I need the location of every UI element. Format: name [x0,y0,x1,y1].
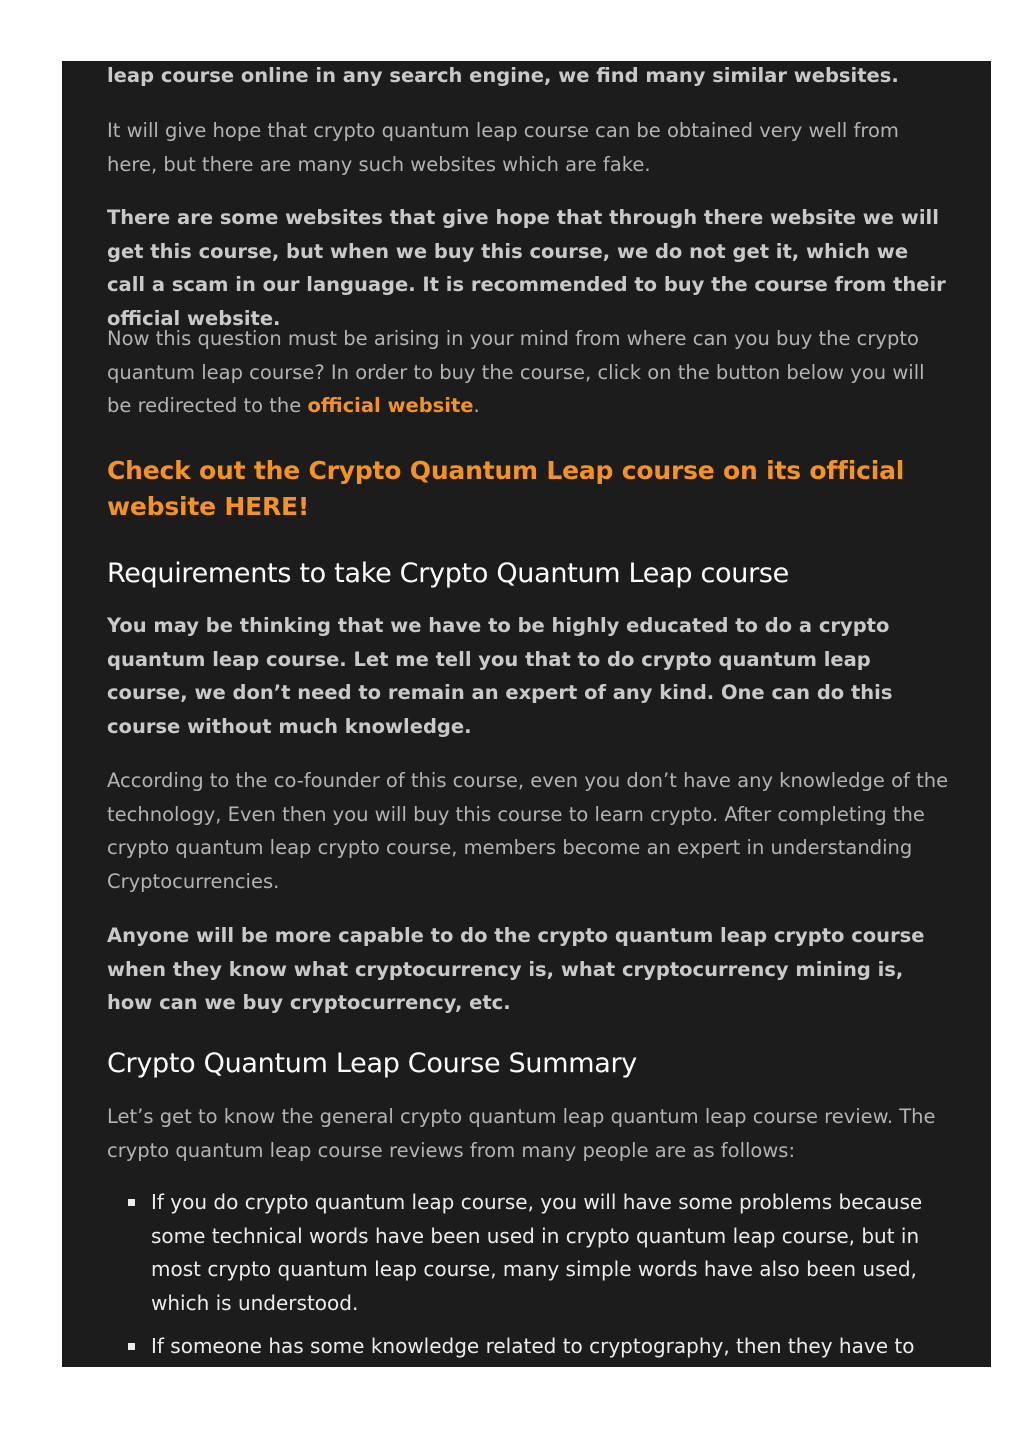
summary-heading: Crypto Quantum Leap Course Summary [107,1048,637,1079]
square-bullet-icon [128,1199,135,1206]
list-item [107,1330,949,1364]
article-page [62,61,991,1367]
requirements-paragraph-2: According to the co-founder of this course, even you don’t have any knowledge of the technology, Even then you will buy this course to learn crypto. After completing the crypto quantum leap crypto course, members become an expert in understanding Cryptocurrencies. [107,769,949,893]
where-to-buy-paragraph [107,322,949,423]
official-website-link[interactable]: official website [307,394,474,417]
where-to-buy-text: Now this question must be arising in your mind from where can you buy the crypto quantum leap course? In order to buy the course, click on the button below you will be redirected to the [107,327,925,417]
cta-block [107,453,949,525]
summary-intro-paragraph: Let’s get to know the general crypto quantum leap quantum leap course review. The crypto quantum leap course reviews from many people are as follows: [107,1105,936,1162]
requirements-paragraph-1: You may be thinking that we have to be highly educated to do a crypto quantum leap course. Let me tell you that to do crypto quantum leap course, we don’t need to remain an expert of any kind. One can do this course without much knowledge. [107,614,893,738]
list-item-text: If you do crypto quantum leap course, you will have some problems because some technical words have been used in crypto quantum leap course, but in most crypto quantum leap course, many simple words have also been used, which is understood. [151,1190,923,1315]
list-item-text: If someone has some knowledge related to cryptography, then they have to [151,1334,915,1358]
scam-warning-paragraph: There are some websites that give hope that through there website we will get this course, but when we buy this course, we do not get it, which we call a scam in our language. It is recommended to buy the course from their official website. [107,206,946,330]
intro-tail-paragraph: leap course online in any search engine, we find many similar websites. [107,64,899,87]
hope-paragraph: It will give hope that crypto quantum leap course can be obtained very well from here, but there are many such websites which are fake. [107,119,899,176]
list-item [107,1186,949,1320]
where-to-buy-period: . [473,394,480,417]
square-bullet-icon [128,1343,135,1350]
official-website-cta-link[interactable]: Check out the Crypto Quantum Leap course on its official website HERE! [107,456,905,521]
summary-list [107,1186,949,1367]
requirements-heading: Requirements to take Crypto Quantum Leap course [107,558,789,589]
requirements-paragraph-3: Anyone will be more capable to do the crypto quantum leap crypto course when they know what cryptocurrency is, what cryptocurrency mining is, how can we buy cryptocurrency, etc. [107,924,925,1014]
